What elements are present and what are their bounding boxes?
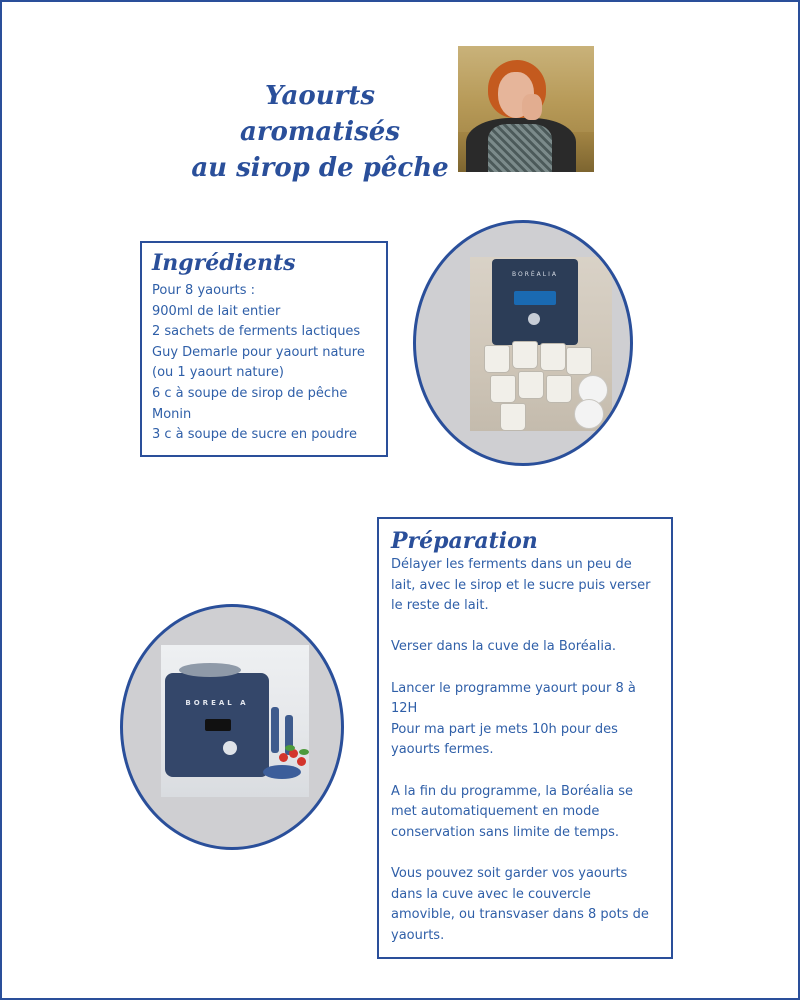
preparation-line: A la fin du programme, la Boréalia se <box>391 783 634 799</box>
preparation-line: Vous pouvez soit garder vos yaourts <box>391 865 628 881</box>
preparation-line: yaourts fermes. <box>391 742 494 758</box>
machine-accessory <box>271 707 279 753</box>
preparation-line: lait, avec le sirop et le sucre puis verser <box>391 577 651 593</box>
preparation-line: amovible, ou transvaser dans 8 pots de <box>391 907 649 923</box>
ingredient-line: 6 c à soupe de sirop de pêche <box>152 385 348 401</box>
yogurt-jar <box>484 345 510 373</box>
mint-leaf <box>285 745 295 751</box>
yogurt-jar <box>518 371 544 399</box>
ingredient-line: Monin <box>152 406 192 422</box>
author-portrait <box>458 46 594 172</box>
borealia-machine-photo-frame <box>120 604 344 850</box>
preparation-line: le reste de lait. <box>391 598 489 614</box>
recipe-title-line-1: Yaourts aromatisés <box>240 81 400 147</box>
blue-lid <box>263 765 301 779</box>
strawberry <box>279 753 288 762</box>
yogurt-jar <box>540 343 566 371</box>
jar-lid <box>574 399 604 429</box>
preparation-line: Pour ma part je mets 10h pour des <box>391 721 618 737</box>
yogurt-jar <box>566 347 592 375</box>
yogurt-jar <box>546 375 572 403</box>
ingredients-box <box>140 241 388 457</box>
ingredient-line: Pour 8 yaourts : <box>152 283 256 298</box>
yogurt-jars-photo <box>470 257 612 431</box>
mint-leaf <box>299 749 309 755</box>
preparation-text <box>391 555 671 946</box>
yogurt-jar <box>500 403 526 431</box>
machine-top-opening <box>179 663 241 677</box>
preparation-line: conservation sans limite de temps. <box>391 824 620 840</box>
ingredient-line: 3 c à soupe de sucre en poudre <box>152 427 357 443</box>
ingredient-line: (ou 1 yaourt nature) <box>152 365 284 381</box>
machine-knob <box>223 741 237 755</box>
yogurt-jars-photo-frame <box>413 220 633 466</box>
recipe-title-line-2: au sirop de pêche <box>191 153 449 183</box>
ingredients-heading: Ingrédients <box>152 250 296 276</box>
ingredients-list <box>152 281 386 446</box>
preparation-line: 12H <box>391 701 418 717</box>
yogurt-jar <box>512 341 538 369</box>
paragraph-gap <box>391 658 671 679</box>
yogurt-jar <box>490 375 516 403</box>
paragraph-gap <box>391 617 671 638</box>
borealia-machine-photo <box>161 645 309 797</box>
ingredient-line: 2 sachets de ferments lactiques <box>152 324 361 340</box>
strawberry <box>297 757 306 766</box>
portrait-hand <box>522 94 542 120</box>
preparation-line: yaourts. <box>391 927 445 943</box>
ingredient-line: Guy Demarle pour yaourt nature <box>152 344 365 360</box>
preparation-line: Verser dans la cuve de la Boréalia. <box>391 639 617 655</box>
preparation-line: Lancer le programme yaourt pour 8 à <box>391 680 636 696</box>
recipe-title <box>182 78 458 186</box>
ingredient-line: 900ml de lait entier <box>152 303 281 319</box>
preparation-line: Délayer les ferments dans un peu de <box>391 557 632 572</box>
preparation-box <box>377 517 673 959</box>
machine-brand-label: BOREAL A <box>185 699 249 707</box>
machine-screen <box>205 719 231 731</box>
preparation-line: dans la cuve avec le couvercle <box>391 886 591 902</box>
paragraph-gap <box>391 843 671 864</box>
preparation-heading: Préparation <box>391 528 538 554</box>
portrait-vest <box>488 124 552 172</box>
preparation-line: met automatiquement en mode <box>391 804 600 820</box>
machine-brand-label: BORÉALIA <box>511 271 558 278</box>
machine-screen <box>514 291 556 305</box>
machine-knob <box>528 313 540 325</box>
paragraph-gap <box>391 761 671 782</box>
